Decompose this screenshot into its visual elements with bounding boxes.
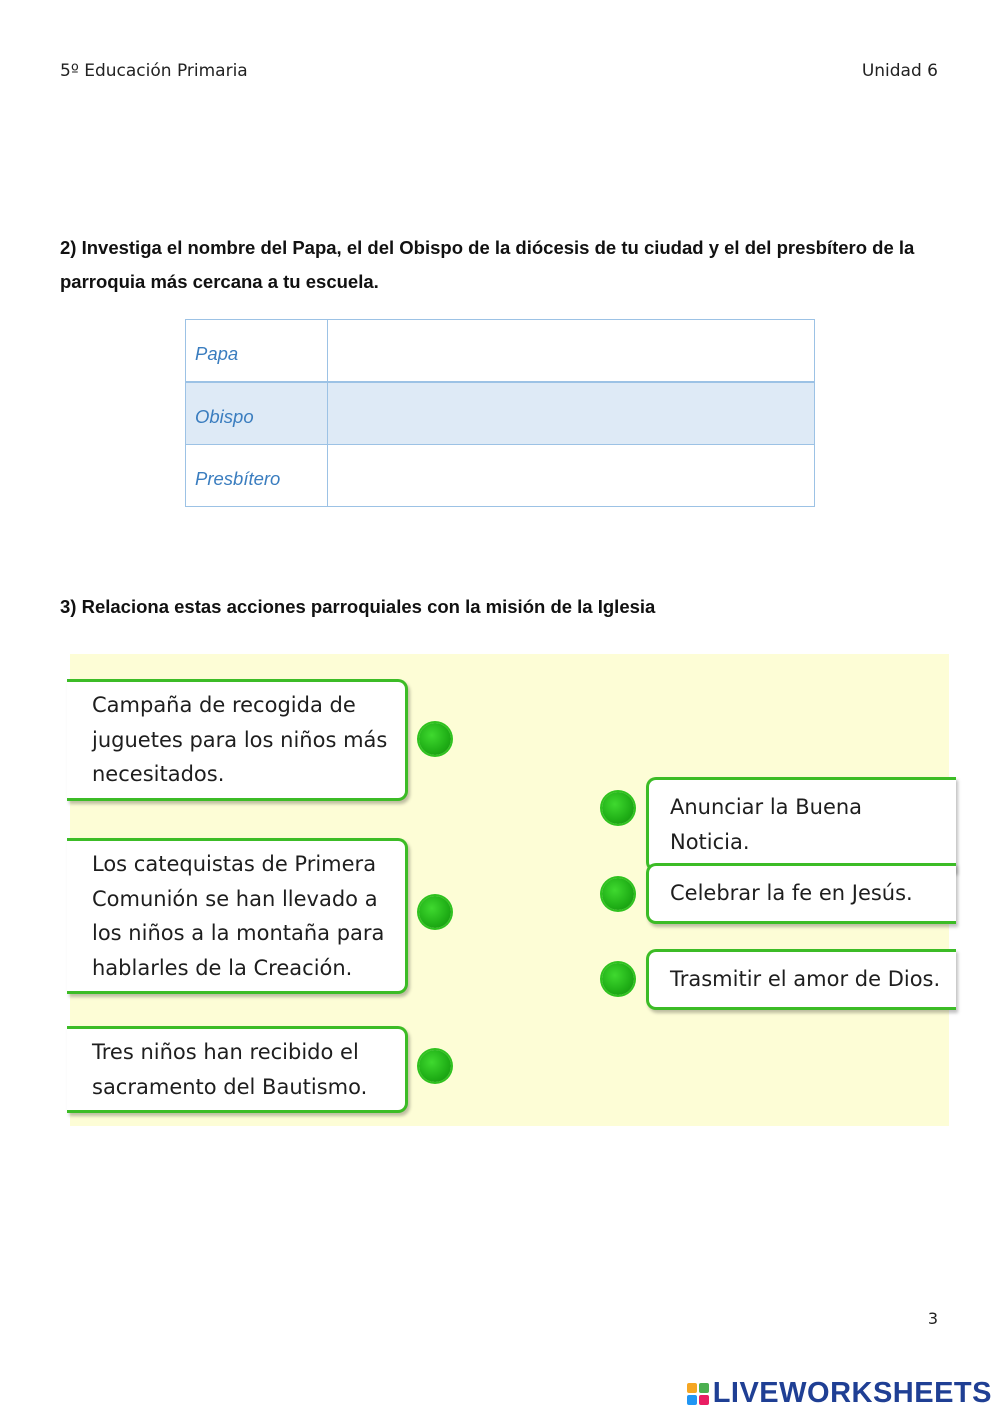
mission-card-announce: Anunciar la Buena Noticia. — [646, 777, 956, 872]
question-2-text: 2) Investiga el nombre del Papa, el del Obispo de la diócesis de tu ciudad y el del presbítero de la parroquia más cercana a tu escuela. — [60, 237, 915, 292]
mission-card-celebrate: Celebrar la fe en Jesús. — [646, 863, 956, 924]
question-3-text: 3) Relaciona estas acciones parroquiales con la misión de la Iglesia — [60, 596, 656, 617]
logo-text: LIVEWORKSHEETS — [712, 1377, 992, 1409]
names-table — [185, 319, 815, 507]
row-label-presbitero: Presbítero — [186, 445, 328, 507]
answer-field-presbitero[interactable] — [328, 445, 815, 507]
match-dot-mission-2[interactable] — [602, 878, 634, 910]
match-dot-action-2[interactable] — [419, 896, 451, 928]
action-card-baptism: Tres niños han recibido el sacramento del Bautismo. — [67, 1026, 408, 1113]
answer-field-papa[interactable] — [328, 320, 815, 383]
action-card-catechists: Los catequistas de Primera Comunión se han llevado a los niños a la montaña para hablarles de la Creación. — [67, 838, 408, 994]
mission-card-transmit: Trasmitir el amor de Dios. — [646, 949, 956, 1010]
match-dot-mission-3[interactable] — [602, 963, 634, 995]
page-number: 3 — [927, 1309, 938, 1328]
action-card-toys: Campaña de recogida de juguetes para los niños más necesitados. — [67, 679, 408, 801]
header-right: Unidad 6 — [861, 61, 938, 81]
logo-mark-icon — [687, 1383, 709, 1405]
liveworksheets-logo — [687, 1377, 992, 1410]
row-label-papa: Papa — [186, 320, 328, 383]
table-row-papa — [186, 320, 815, 383]
header-left: 5º Educación Primaria — [60, 61, 248, 81]
matching-area — [70, 654, 949, 1126]
table-row-obispo — [186, 382, 815, 445]
table-row-presbitero — [186, 445, 815, 507]
match-dot-action-3[interactable] — [419, 1050, 451, 1082]
match-dot-action-1[interactable] — [419, 723, 451, 755]
answer-field-obispo[interactable] — [328, 382, 815, 445]
row-label-obispo: Obispo — [186, 382, 328, 445]
match-dot-mission-1[interactable] — [602, 792, 634, 824]
